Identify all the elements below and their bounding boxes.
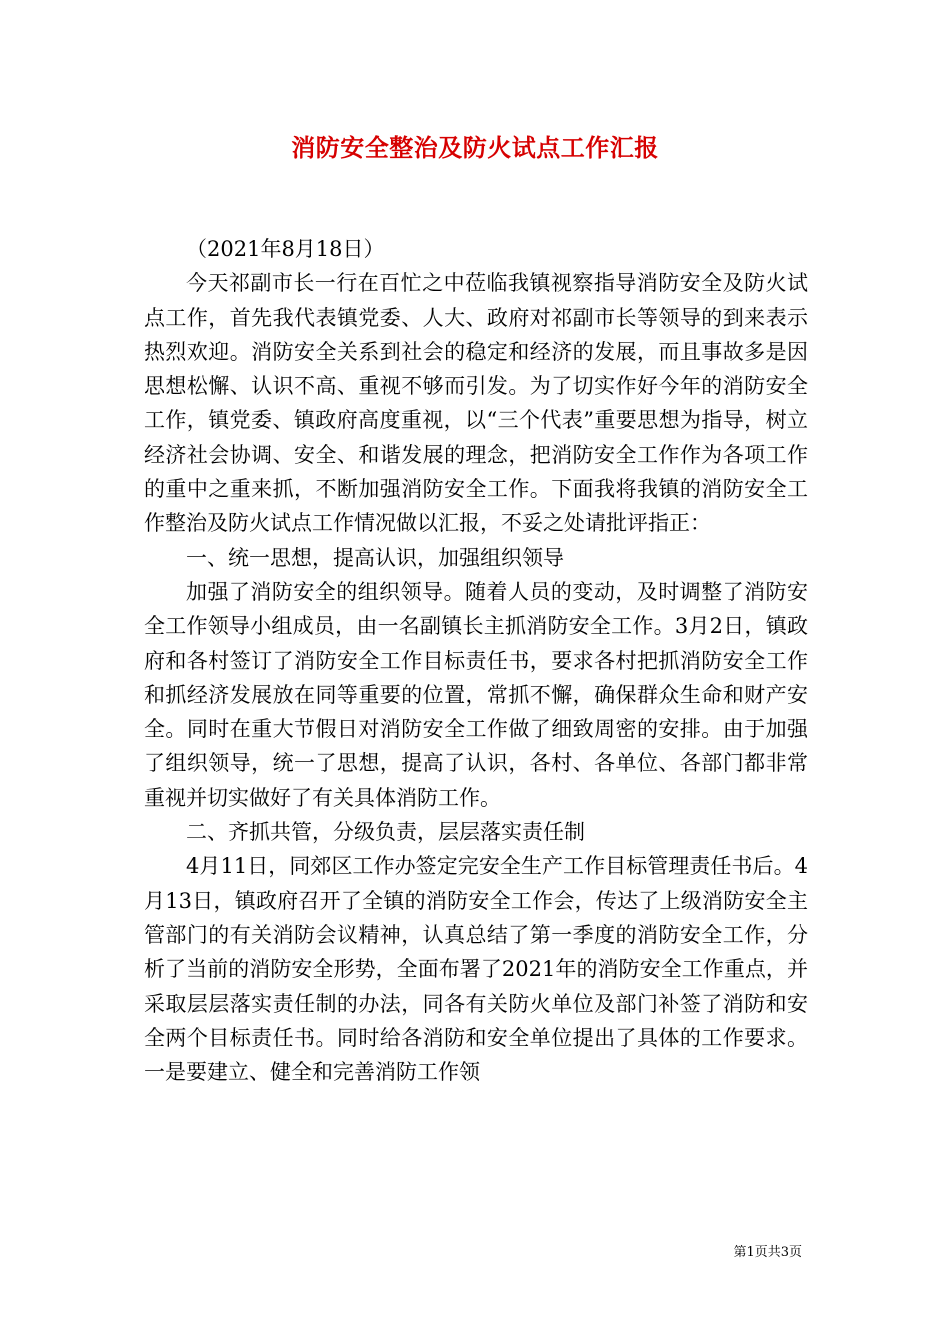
section-heading-1: 一、统一思想，提高认识，加强组织领导 (186, 545, 564, 570)
document-title: 消防安全整治及防火试点工作汇报 (291, 134, 659, 162)
page-number: 第1页共3页 (733, 1245, 802, 1260)
paragraph-section-2: 4月11日，同郊区工作办签定完安全生产工作目标管理责任书后。4月13日，镇政府召开了全镇的消防安全工作会，传达了上级消防安全主管部门的有关消防会议精神，认真总结了第一季度的消防安全工作，分析了当前的消防安全形势，全面布署了2021年的消防安全工作重点，并采取层层落实责任制的办法，同各有关防火单位及部门补签了消防和安全两个目标责任书。同时给各消防和安全单位提出了具体的工作要求。一是要建立、健全和完善消防工作领 (144, 854, 808, 1085)
paragraph-section-1: 加强了消防安全的组织领导。随着人员的变动，及时调整了消防安全工作领导小组成员，由一名副镇长主抓消防安全工作。3月2日，镇政府和各村签订了消防安全工作目标责任书，要求各村把抓消防安全工作和抓经济发展放在同等重要的位置，常抓不懈，确保群众生命和财产安全。同时在重大节假日对消防安全工作做了细致周密的安排。由于加强了组织领导，统一了思想，提高了认识，各村、各单位、各部门都非常重视并切实做好了有关具体消防工作。 (144, 579, 808, 810)
document-body (144, 232, 808, 1089)
paragraph-intro: 今天祁副市长一行在百忙之中莅临我镇视察指导消防安全及防火试点工作，首先我代表镇党委、人大、政府对祁副市长等领导的到来表示热烈欢迎。消防安全关系到社会的稳定和经济的发展，而且事故多是因思想松懈、认识不高、重视不够而引发。为了切实作好今年的消防安全工作，镇党委、镇政府高度重视，以“三个代表”重要思想为指导，树立经济社会协调、安全、和谐发展的理念，把消防安全工作作为各项工作的重中之重来抓，不断加强消防安全工作。下面我将我镇的消防安全工作整治及防火试点工作情况做以汇报，不妥之处请批评指正： (144, 271, 808, 536)
document-date: （2021年8月18日） (186, 237, 385, 261)
section-heading-2: 二、齐抓共管，分级负责，层层落实责任制 (186, 820, 585, 845)
